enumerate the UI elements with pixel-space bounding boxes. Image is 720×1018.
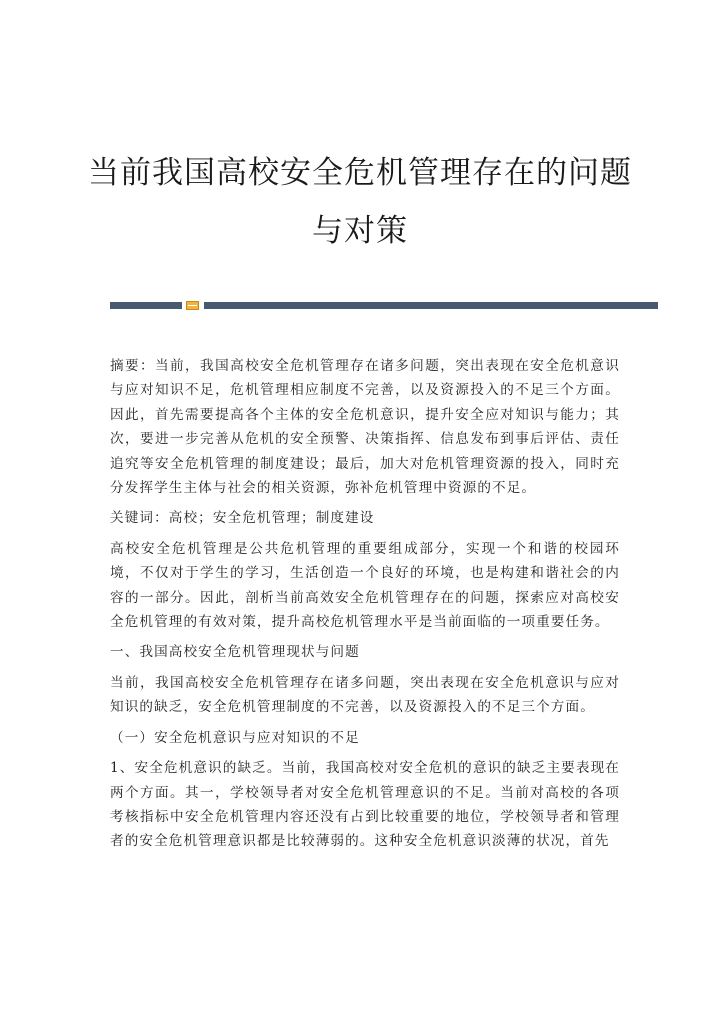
intro-paragraph: 高校安全危机管理是公共危机管理的重要组成部分，实现一个和谐的校园环境，不仅对于学生的学习，生活创造一个良好的环境，也是构建和谐社会的内容的一部分。因此，剖析当前高效安全危机管理存在的问题，探索应对高校安全危机管理的有效对策，提升高校危机管理水平是当前面临的一项重要任务。 [110, 540, 620, 631]
divider-bar-right [204, 302, 658, 309]
section-1-paragraph: 当前，我国高校安全危机管理存在诸多问题，突出表现在安全危机意识与应对知识的缺乏，安全危机管理制度的不完善，以及资源投入的不足三个方面。 [110, 674, 620, 716]
keywords-paragraph: 关键词：高校；安全危机管理；制度建设 [110, 510, 375, 527]
subsection-1-paragraph: 1、安全危机意识的缺乏。当前，我国高校对安全危机的意识的缺乏主要表现在两个方面。其一，学校领导者对安全危机管理意识的不足。当前对高校的各项考核指标中安全危机管理内容还没有占到比较重要的地位，学校领导者和管理者的安全危机管理意识都是比较薄弱的。这种安全危机意识淡薄的状况，首先 [110, 760, 620, 850]
section-heading-1: 一、我国高校安全危机管理现状与问题 [110, 644, 360, 661]
document-title-line-2: 与对策 [312, 213, 408, 249]
abstract-paragraph: 摘要：当前，我国高校安全危机管理存在诸多问题，突出表现在安全危机意识与应对知识不足，危机管理相应制度不完善，以及资源投入的不足三个方面。因此，首先需要提高各个主体的安全危机意识，提升安全应对知识与能力；其次，要进一步完善从危机的安全预警、决策指挥、信息发布到事后评估、责任追究等安全危机管理的制度建设；最后，加大对危机管理资源的投入，同时充分发挥学生主体与社会的相关资源，弥补危机管理中资源的不足。 [110, 358, 620, 497]
document-body [110, 354, 620, 860]
document-title-line-1: 当前我国高校安全危机管理存在的问题 [88, 155, 632, 191]
divider-bar-left [110, 302, 182, 309]
title-divider [110, 302, 658, 309]
subsection-heading-1: （一）安全危机意识与应对知识的不足 [110, 729, 360, 746]
divider-ornament-icon [186, 301, 199, 310]
